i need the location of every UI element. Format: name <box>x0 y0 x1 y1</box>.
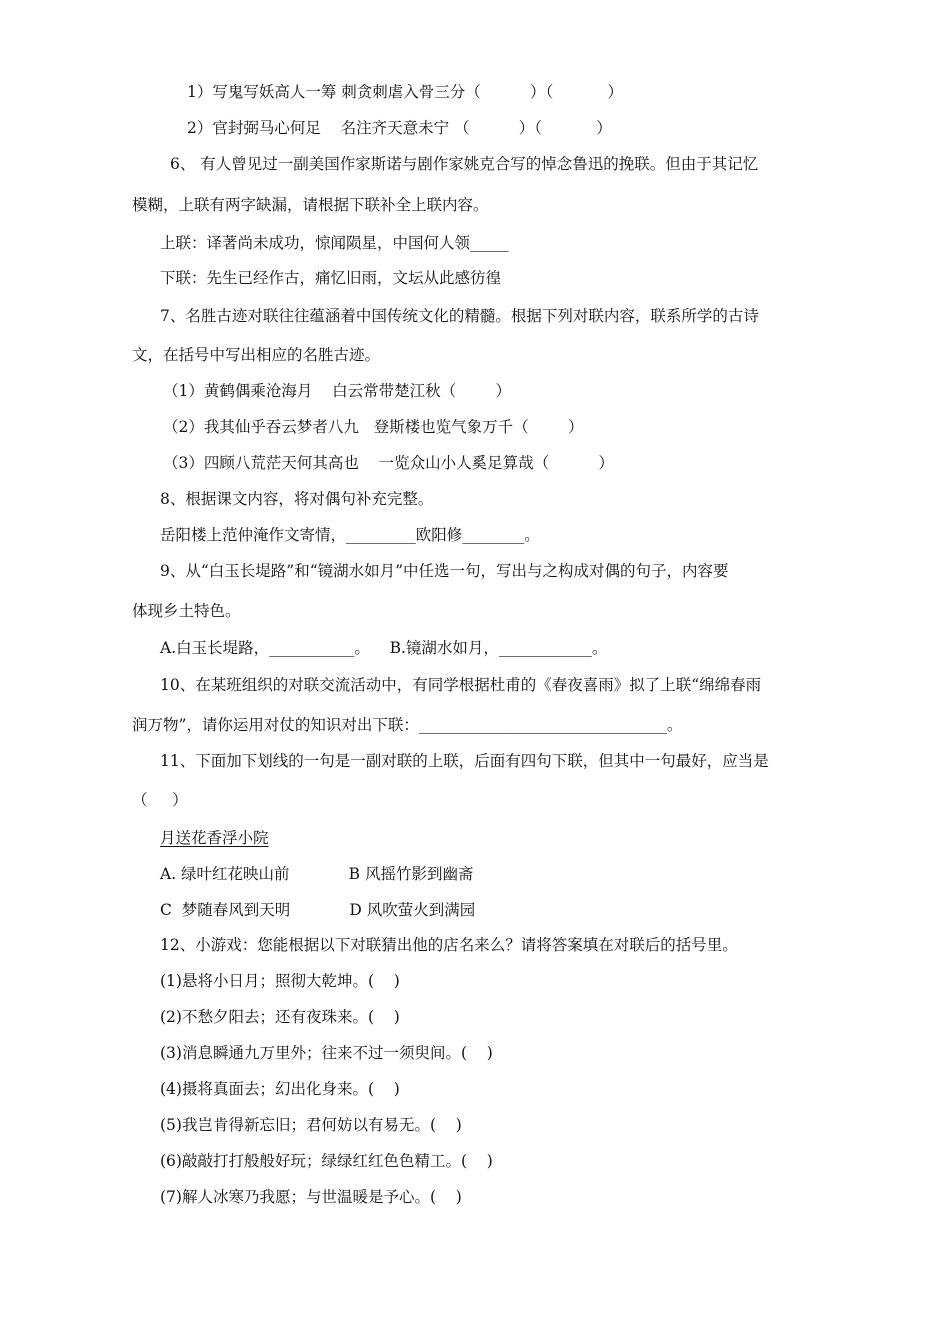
q6-prompt-cont: 模糊，上联有两字缺漏，请根据下联补全上联内容。 <box>132 196 489 214</box>
q7-item-1: （1）黄鹤偶乘沧海月 白云常带楚江秋（ ） <box>163 382 511 400</box>
q9-prompt-cont: 体现乡土特色。 <box>132 602 241 620</box>
q10-prompt: 10、在某班组织的对联交流活动中，有同学根据杜甫的《春夜喜雨》拟了上联“绵绵春雨 <box>160 676 762 694</box>
q9-options: A.白玉长堤路，___________。 B.镜湖水如月，____________。 <box>160 639 608 657</box>
q6-prompt: 6、 有人曾见过一副美国作家斯诺与剧作家姚克合写的悼念鲁迅的挽联。但由于其记忆 <box>170 155 759 173</box>
q11-options-ab: A. 绿叶红花映山前 B 风摇竹影到幽斋 <box>160 865 474 883</box>
q9-prompt: 9、从“白玉长堤路”和“镜湖水如月”中任选一句，写出与之构成对偶的句子，内容要 <box>160 562 729 580</box>
q11-upper-couplet: 月送花香浮小院 <box>160 829 269 847</box>
q12-item-1: (1)悬将小日月；照彻大乾坤。( ) <box>160 972 400 990</box>
q12-item-3: (3)消息瞬通九万里外；往来不过一须臾间。( ) <box>160 1044 493 1062</box>
q12-item-5: (5)我岂肯得新忘旧；君何妨以有易无。( ) <box>160 1116 462 1134</box>
q6-lower-couplet: 下联：先生已经作古，痛忆旧雨，文坛从此感彷徨 <box>160 269 502 287</box>
q7-prompt: 7、名胜古迹对联往往蕴涵着中国传统文化的精髓。根据下列对联内容，联系所学的古诗 <box>160 307 759 325</box>
q11-prompt: 11、下面加下划线的一句是一副对联的上联，后面有四句下联，但其中一句最好，应当是 <box>160 752 769 770</box>
q12-item-7: (7)解人冰寒乃我愿；与世温暖是予心。( ) <box>160 1188 462 1206</box>
q11-answer-paren: （ ） <box>132 791 188 809</box>
q12-item-2: (2)不愁夕阳去；还有夜珠来。( ) <box>160 1008 400 1026</box>
q7-prompt-cont: 文，在括号中写出相应的名胜古迹。 <box>132 346 381 364</box>
q7-item-2: （2）我其仙乎吞云梦者八九 登斯楼也览气象万千（ ） <box>163 418 584 436</box>
q8-prompt: 8、根据课文内容，将对偶句补充完整。 <box>160 490 434 508</box>
q5-item-2: 2）官封弼马心何足 名注齐天意未宁 （ ）（ ） <box>187 119 612 137</box>
q11-options-cd: C 梦随春风到天明 D 风吹萤火到满园 <box>160 901 476 919</box>
q12-prompt: 12、小游戏：您能根据以下对联猜出他的店名来么？请将答案填在对联后的括号里。 <box>160 936 738 954</box>
q12-item-4: (4)摄将真面去；幻出化身来。( ) <box>160 1080 400 1098</box>
q6-upper-couplet: 上联：译著尚未成功，惊闻陨星，中国何人领_____ <box>160 234 509 252</box>
q12-item-6: (6)敲敲打打般般好玩；绿绿红红色色精工。( ) <box>160 1152 493 1170</box>
q7-item-3: （3）四顾八荒茫天何其高也 一览众山小人奚足算哉（ ） <box>163 454 614 472</box>
q8-sentence: 岳阳楼上范仲淹作文寄情，_________欧阳修________。 <box>160 526 540 544</box>
q5-item-1: 1）写鬼写妖高人一筹 刺贪刺虐入骨三分（ ）（ ） <box>187 83 624 101</box>
q10-prompt-cont: 润万物”，请你运用对仗的知识对出下联：________________________________。 <box>132 716 683 734</box>
